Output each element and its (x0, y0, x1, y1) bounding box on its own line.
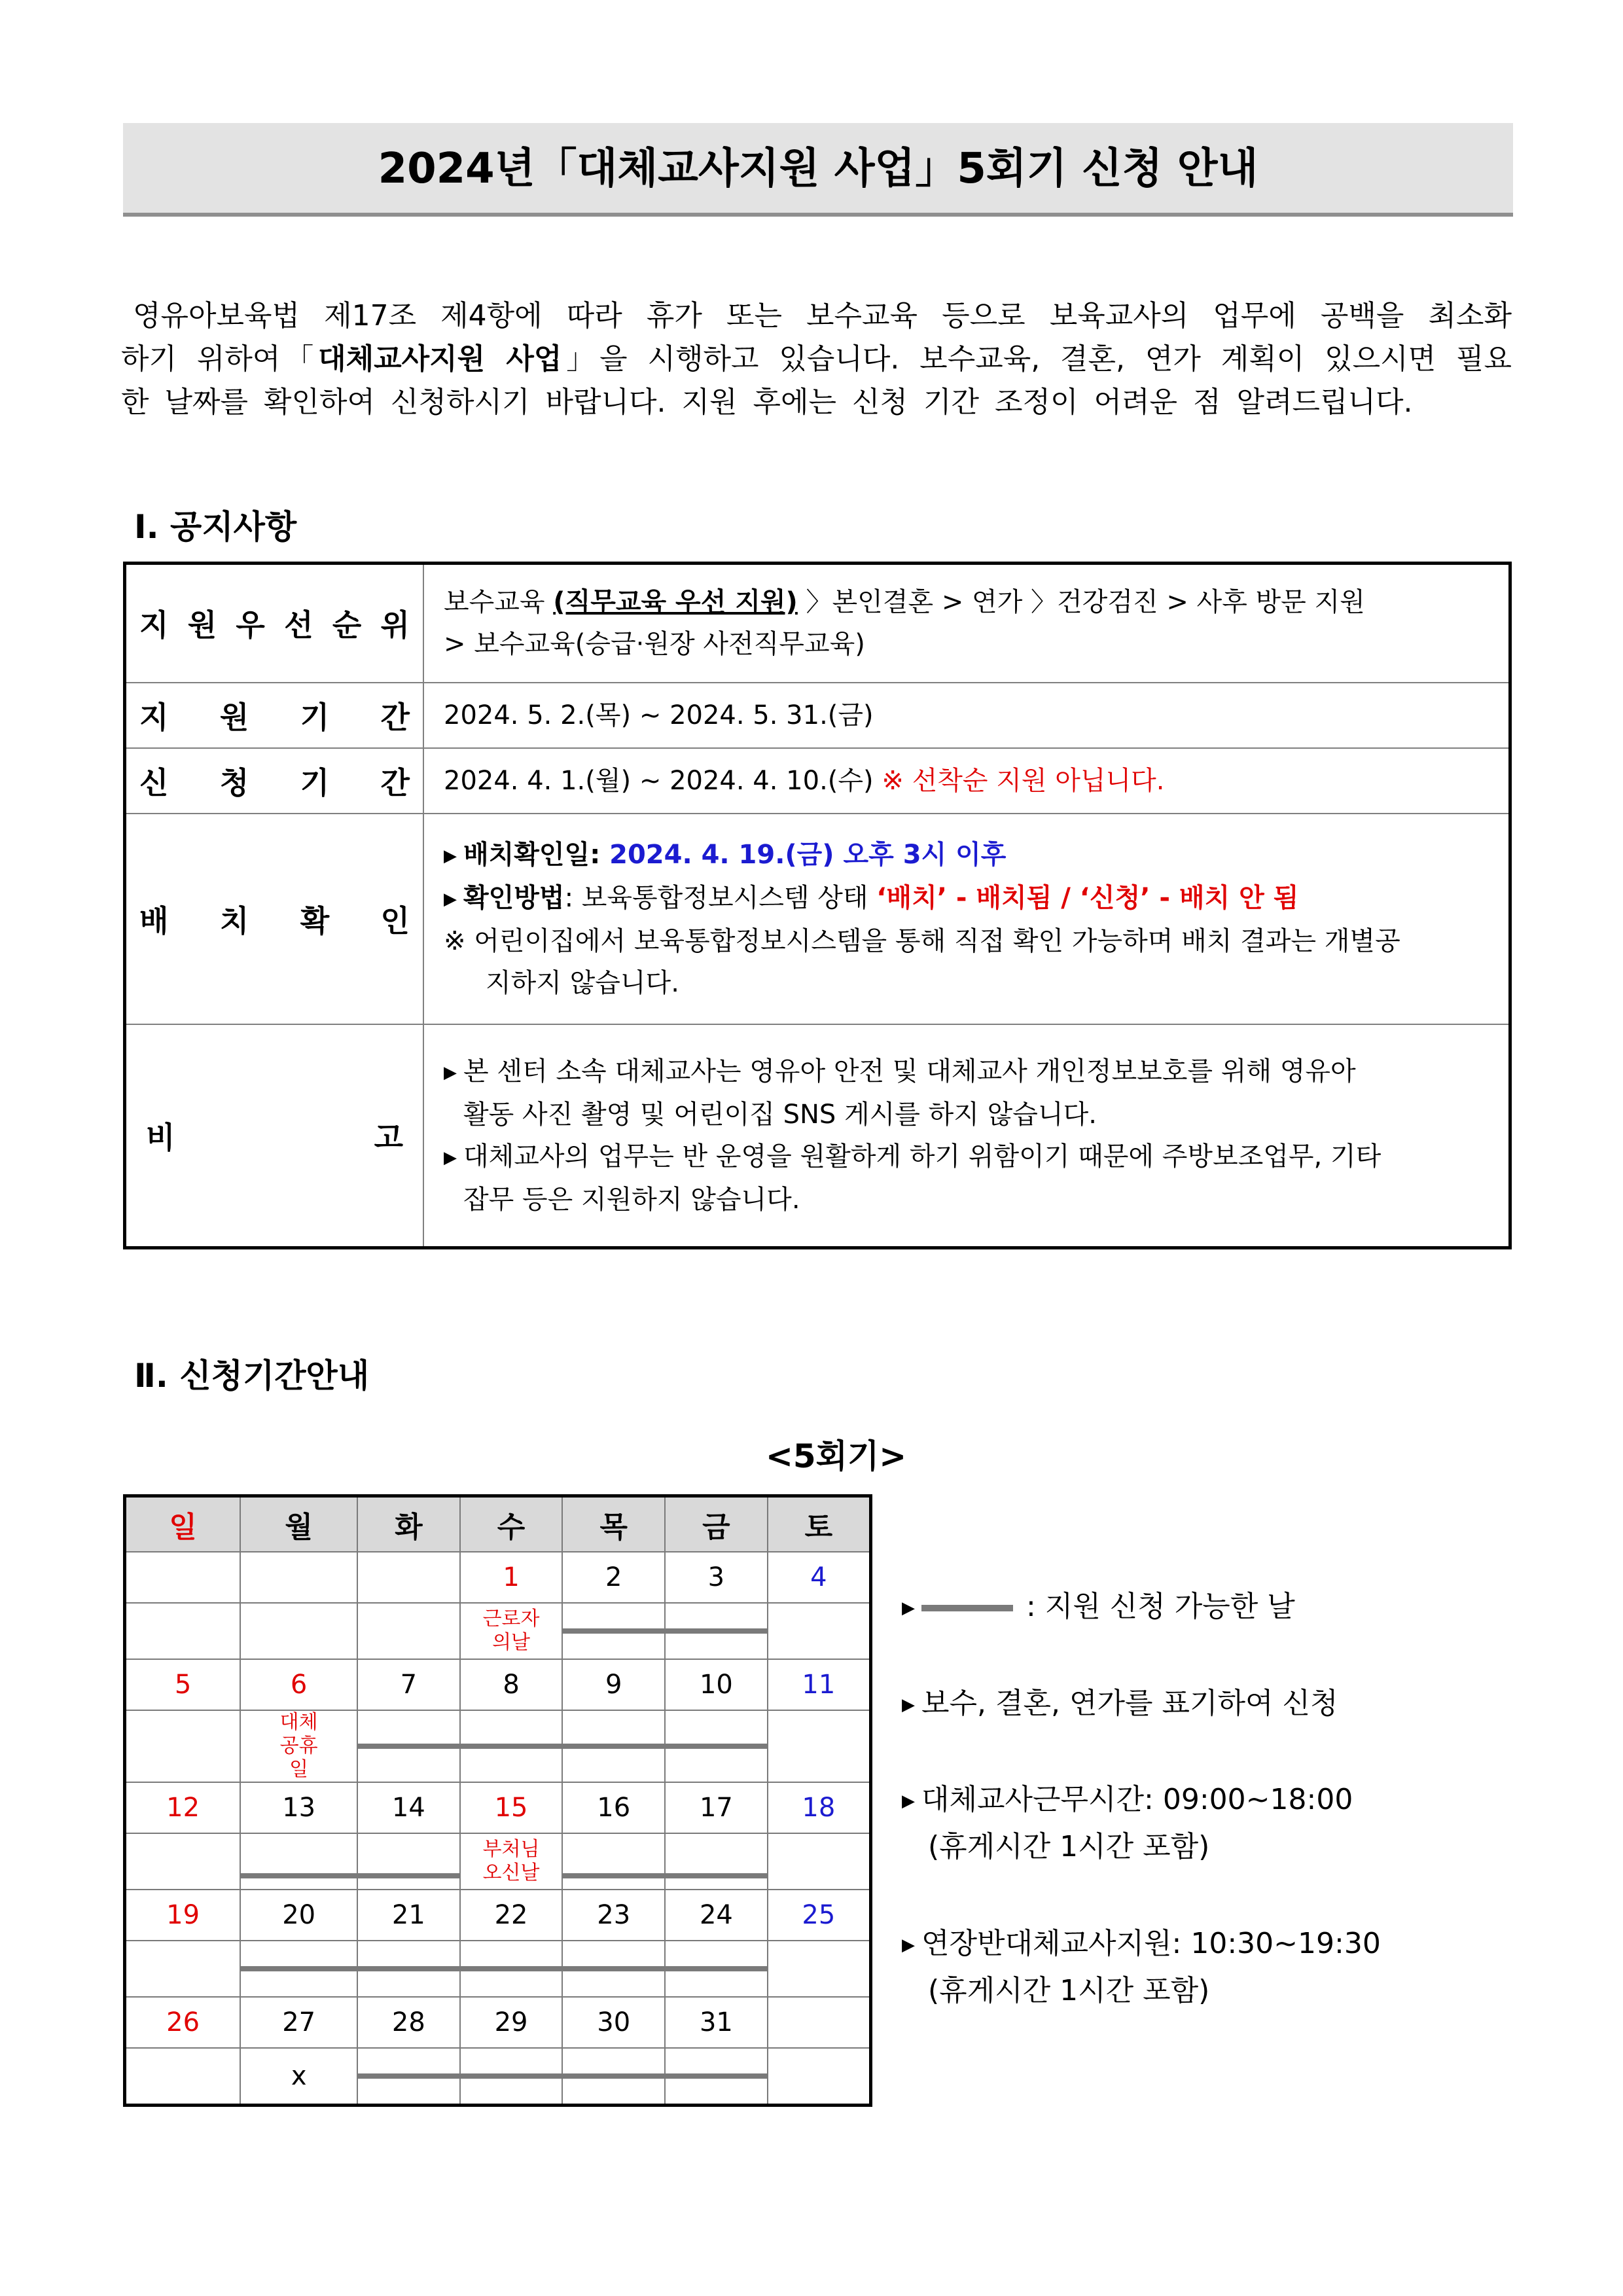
bullet-triangle-icon: ▶ (902, 1598, 915, 1618)
priority-text-a: 보수교육 (444, 587, 554, 618)
week-detail-row (125, 1941, 871, 1997)
calendar-day-detail (357, 1710, 460, 1782)
calendar-day: 14 (357, 1782, 460, 1833)
legend-extended-text: 연장반대체교사지원: 10:30~19:30 (921, 1927, 1381, 1960)
available-bar (563, 2073, 664, 2079)
unavailable-mark: x (291, 2061, 307, 2091)
label-char: 위 (380, 607, 410, 643)
calendar-day: 3 (665, 1552, 768, 1603)
bullet-triangle-icon: ▶ (444, 1147, 457, 1168)
weekday-header: 수 (460, 1496, 563, 1552)
label-char: 확 (300, 903, 330, 939)
calendar-day: 15 (460, 1782, 563, 1833)
intro-line-2-pre: 하기 위하여「 (121, 342, 319, 376)
available-bar (461, 2073, 562, 2079)
confirm-note-line-1: ※ 어린이집에서 보육통합정보시스템을 통해 직접 확인 가능하며 배치 결과는 개별공 (444, 925, 1400, 956)
apply-note: ※ 선착순 지원 아닙니다. (882, 765, 1165, 796)
calendar-day-detail (125, 1603, 241, 1659)
intro-paragraph (121, 295, 1512, 424)
section-1-numeral: Ⅰ. (134, 508, 159, 546)
week-row (125, 1659, 871, 1710)
calendar-day-detail (357, 1941, 460, 1997)
calendar-day: 11 (768, 1659, 871, 1710)
bullet-triangle-icon: ▶ (902, 1791, 915, 1811)
confirm-method-text: : 보육통합정보시스템 상태 (564, 882, 877, 913)
confirm-cell (423, 814, 1510, 1024)
calendar-day: 27 (240, 1997, 357, 2048)
available-bar (358, 2073, 459, 2079)
calendar-day: 10 (665, 1659, 768, 1710)
available-bar (241, 1873, 357, 1878)
calendar-day: 19 (125, 1890, 241, 1941)
calendar-day: 5 (125, 1659, 241, 1710)
label-char: 지 (139, 607, 169, 643)
label-char: 선 (284, 607, 313, 643)
remarks-1-line-2: 활동 사진 촬영 및 어린이집 SNS 게시를 하지 않습니다. (463, 1099, 1097, 1130)
available-bar (358, 1744, 459, 1749)
legend-item-hours (902, 1777, 1353, 1870)
calendar-day-detail (768, 1603, 871, 1659)
holiday-name: 부처님오신날 (482, 1838, 540, 1884)
available-bar (666, 1966, 767, 1971)
calendar-day-detail (562, 1603, 665, 1659)
calendar-day: 18 (768, 1782, 871, 1833)
calendar-day-detail (460, 2048, 563, 2106)
holiday-name: 근로자의날 (482, 1607, 540, 1654)
calendar-day-detail (665, 1833, 768, 1890)
calendar-day-detail (768, 1833, 871, 1890)
label-char: 비 (146, 1119, 175, 1155)
holiday-name: 대체공휴일 (279, 1711, 318, 1781)
available-bar (666, 1628, 767, 1634)
priority-text-line-2: > 보수교육(승급·원장 사전직무교육) (444, 629, 865, 660)
calendar-day: 1 (460, 1552, 563, 1603)
legend-mark-text: 보수, 결혼, 연가를 표기하여 신청 (921, 1687, 1338, 1720)
calendar-day-detail (768, 1941, 871, 1997)
period-label (125, 683, 424, 748)
calendar-day-detail (665, 1710, 768, 1782)
confirm-label (125, 814, 424, 1024)
label-char: 치 (219, 903, 249, 939)
calendar-day: 12 (125, 1782, 241, 1833)
calendar-day: 4 (768, 1552, 871, 1603)
calendar-day: 22 (460, 1890, 563, 1941)
calendar-day-detail (460, 1941, 563, 1997)
calendar-day: 21 (357, 1890, 460, 1941)
remarks-2-line-1: 대체교사의 업무는 반 운영을 원활하게 하기 위함이기 때문에 주방보조업무, 기타 (463, 1141, 1382, 1172)
notice-table (123, 562, 1512, 1249)
calendar-day: 2 (562, 1552, 665, 1603)
label-char: 간 (380, 764, 410, 800)
calendar-day (357, 1552, 460, 1603)
available-bar (241, 1966, 357, 1971)
calendar-day-detail (562, 1941, 665, 1997)
calendar-day-detail (125, 1941, 241, 1997)
weekday-header: 화 (357, 1496, 460, 1552)
label-char: 신 (139, 764, 169, 800)
label-char: 원 (187, 607, 217, 643)
available-bar (666, 1744, 767, 1749)
label-char: 기 (300, 699, 330, 735)
confirm-method-status: ‘배치’ - 배치됨 / ‘신청’ - 배치 안 됨 (876, 882, 1299, 913)
calendar-day: 13 (240, 1782, 357, 1833)
calendar-day-detail (357, 1833, 460, 1890)
calendar-day-detail (357, 2048, 460, 2106)
legend-item-mark (902, 1681, 1338, 1728)
available-bar (358, 1966, 459, 1971)
label-char: 지 (139, 699, 169, 735)
calendar-day-detail (460, 1603, 563, 1659)
legend-extended-note: (휴게시간 1시간 포함) (928, 1974, 1210, 2007)
section-2-title: 신청기간안내 (179, 1357, 370, 1395)
calendar-day: 25 (768, 1890, 871, 1941)
priority-text-emphasis: (직무교육 우선 지원) (553, 587, 798, 618)
label-char: 배 (139, 903, 169, 939)
calendar-day (125, 1552, 241, 1603)
calendar-day-detail (562, 1833, 665, 1890)
bullet-triangle-icon: ▶ (902, 1935, 915, 1955)
weekday-header: 월 (240, 1496, 357, 1552)
calendar-day-detail (562, 2048, 665, 2106)
intro-program-name: 대체교사지원 사업 (318, 342, 562, 376)
week-detail-row (125, 1603, 871, 1659)
intro-line-2-post: 」을 시행하고 있습니다. 보수교육, 결혼, 연가 계획이 있으시면 필요 (562, 342, 1512, 376)
bullet-triangle-icon: ▶ (444, 889, 457, 909)
calendar-day-detail (665, 2048, 768, 2106)
bullet-triangle-icon: ▶ (444, 1062, 457, 1083)
week-row (125, 1890, 871, 1941)
available-bar (563, 1873, 664, 1878)
remarks-label (125, 1024, 424, 1248)
label-char: 인 (380, 903, 410, 939)
bullet-triangle-icon: ▶ (902, 1695, 915, 1715)
calendar-day-detail (125, 2048, 241, 2106)
week-detail-row (125, 1710, 871, 1782)
calendar-day-detail (240, 2048, 357, 2106)
label-char: 청 (219, 764, 249, 800)
calendar-day-detail (240, 1941, 357, 1997)
label-char: 간 (380, 699, 410, 735)
confirm-note-line-2: 지하지 않습니다. (486, 967, 679, 998)
week-row (125, 1552, 871, 1603)
apply-label (125, 748, 424, 814)
calendar-day (240, 1552, 357, 1603)
calendar-day-detail (240, 1833, 357, 1890)
remarks-cell (423, 1024, 1510, 1248)
calendar-day-detail (125, 1710, 241, 1782)
period-value: 2024. 5. 2.(목) ~ 2024. 5. 31.(금) (423, 683, 1510, 748)
week-detail-row (125, 2048, 871, 2106)
legend-item-available (902, 1584, 1295, 1631)
available-bar (563, 1966, 664, 1971)
apply-value: 2024. 4. 1.(월) ~ 2024. 4. 10.(수) (444, 765, 882, 796)
weekday-header: 목 (562, 1496, 665, 1552)
calendar-day (768, 1997, 871, 2048)
available-bar (358, 1873, 459, 1878)
calendar-day: 30 (562, 1997, 665, 2048)
calendar-day: 8 (460, 1659, 563, 1710)
label-char: 기 (300, 764, 330, 800)
available-bar-sample (921, 1605, 1013, 1611)
available-bar (461, 1966, 562, 1971)
weekday-header-row (125, 1496, 871, 1552)
calendar-day-detail (768, 2048, 871, 2106)
label-char: 순 (332, 607, 362, 643)
available-bar (461, 1744, 562, 1749)
legend-hours-text: 대체교사근무시간: 09:00~18:00 (921, 1783, 1353, 1816)
calendar-day-detail (460, 1833, 563, 1890)
calendar-day-detail (125, 1833, 241, 1890)
calendar-day-detail (562, 1710, 665, 1782)
calendar-day: 24 (665, 1890, 768, 1941)
priority-cell (423, 564, 1510, 683)
legend-hours-note: (휴게시간 1시간 포함) (928, 1830, 1210, 1863)
calendar-day-detail (240, 1603, 357, 1659)
week-row (125, 1782, 871, 1833)
calendar-day: 6 (240, 1659, 357, 1710)
weekday-header: 일 (125, 1496, 241, 1552)
available-bar (563, 1744, 664, 1749)
apply-cell (423, 748, 1510, 814)
available-bar (666, 2073, 767, 2079)
intro-line-3: 한 날짜를 확인하여 신청하시기 바랍니다. 지원 후에는 신청 기간 조정이 어려운 점 알려드립니다. (121, 386, 1413, 419)
calendar-day-detail (460, 1710, 563, 1782)
calendar-day: 17 (665, 1782, 768, 1833)
confirm-date-value: 2024. 4. 19.(금) 오후 3시 이후 (609, 839, 1007, 870)
calendar-day: 31 (665, 1997, 768, 2048)
week-row (125, 1997, 871, 2048)
priority-label (125, 564, 424, 683)
confirm-date-label: 배치확인일: (463, 839, 610, 870)
calendar-day: 28 (357, 1997, 460, 2048)
legend-item-extended (902, 1921, 1381, 2014)
section-1-heading (134, 501, 296, 548)
calendar-day: 26 (125, 1997, 241, 2048)
calendar-day: 9 (562, 1659, 665, 1710)
calendar-day: 7 (357, 1659, 460, 1710)
available-bar (563, 1628, 664, 1634)
label-char: 우 (236, 607, 265, 643)
calendar-day-detail (665, 1603, 768, 1659)
section-1-title: 공지사항 (170, 508, 297, 546)
remarks-2-line-2: 잡무 등은 지원하지 않습니다. (463, 1184, 800, 1215)
bullet-triangle-icon: ▶ (444, 846, 457, 866)
label-char: 원 (219, 699, 249, 735)
section-2-numeral: Ⅱ. (134, 1357, 168, 1395)
confirm-method-label: 확인방법 (463, 882, 565, 913)
calendar-day-detail (240, 1710, 357, 1782)
page-title: 2024년「대체교사지원 사업」5회기 신청 안내 (123, 123, 1513, 217)
calendar-table (123, 1494, 872, 2107)
week-detail-row (125, 1833, 871, 1890)
priority-text-c: 〉본인결혼 > 연가 〉건강검진 > 사후 방문 지원 (797, 587, 1365, 618)
legend-available-text: : 지원 신청 가능한 날 (1026, 1590, 1295, 1623)
weekday-header: 금 (665, 1496, 768, 1552)
calendar-day-detail (768, 1710, 871, 1782)
section-2-heading (134, 1350, 369, 1397)
calendar-title: <5회기> (766, 1437, 907, 1475)
remarks-1-line-1: 본 센터 소속 대체교사는 영유아 안전 및 대체교사 개인정보보호를 위해 영유아 (463, 1056, 1356, 1086)
label-char: 고 (374, 1119, 403, 1155)
calendar-day: 16 (562, 1782, 665, 1833)
calendar-day: 20 (240, 1890, 357, 1941)
calendar-day-detail (665, 1941, 768, 1997)
calendar-day: 29 (460, 1997, 563, 2048)
available-bar (666, 1873, 767, 1878)
weekday-header: 토 (768, 1496, 871, 1552)
calendar-day-detail (357, 1603, 460, 1659)
intro-line-1: 영유아보육법 제17조 제4항에 따라 휴가 또는 보수교육 등으로 보육교사의 업무에 공백을 최소화 (133, 299, 1512, 332)
calendar-day: 23 (562, 1890, 665, 1941)
